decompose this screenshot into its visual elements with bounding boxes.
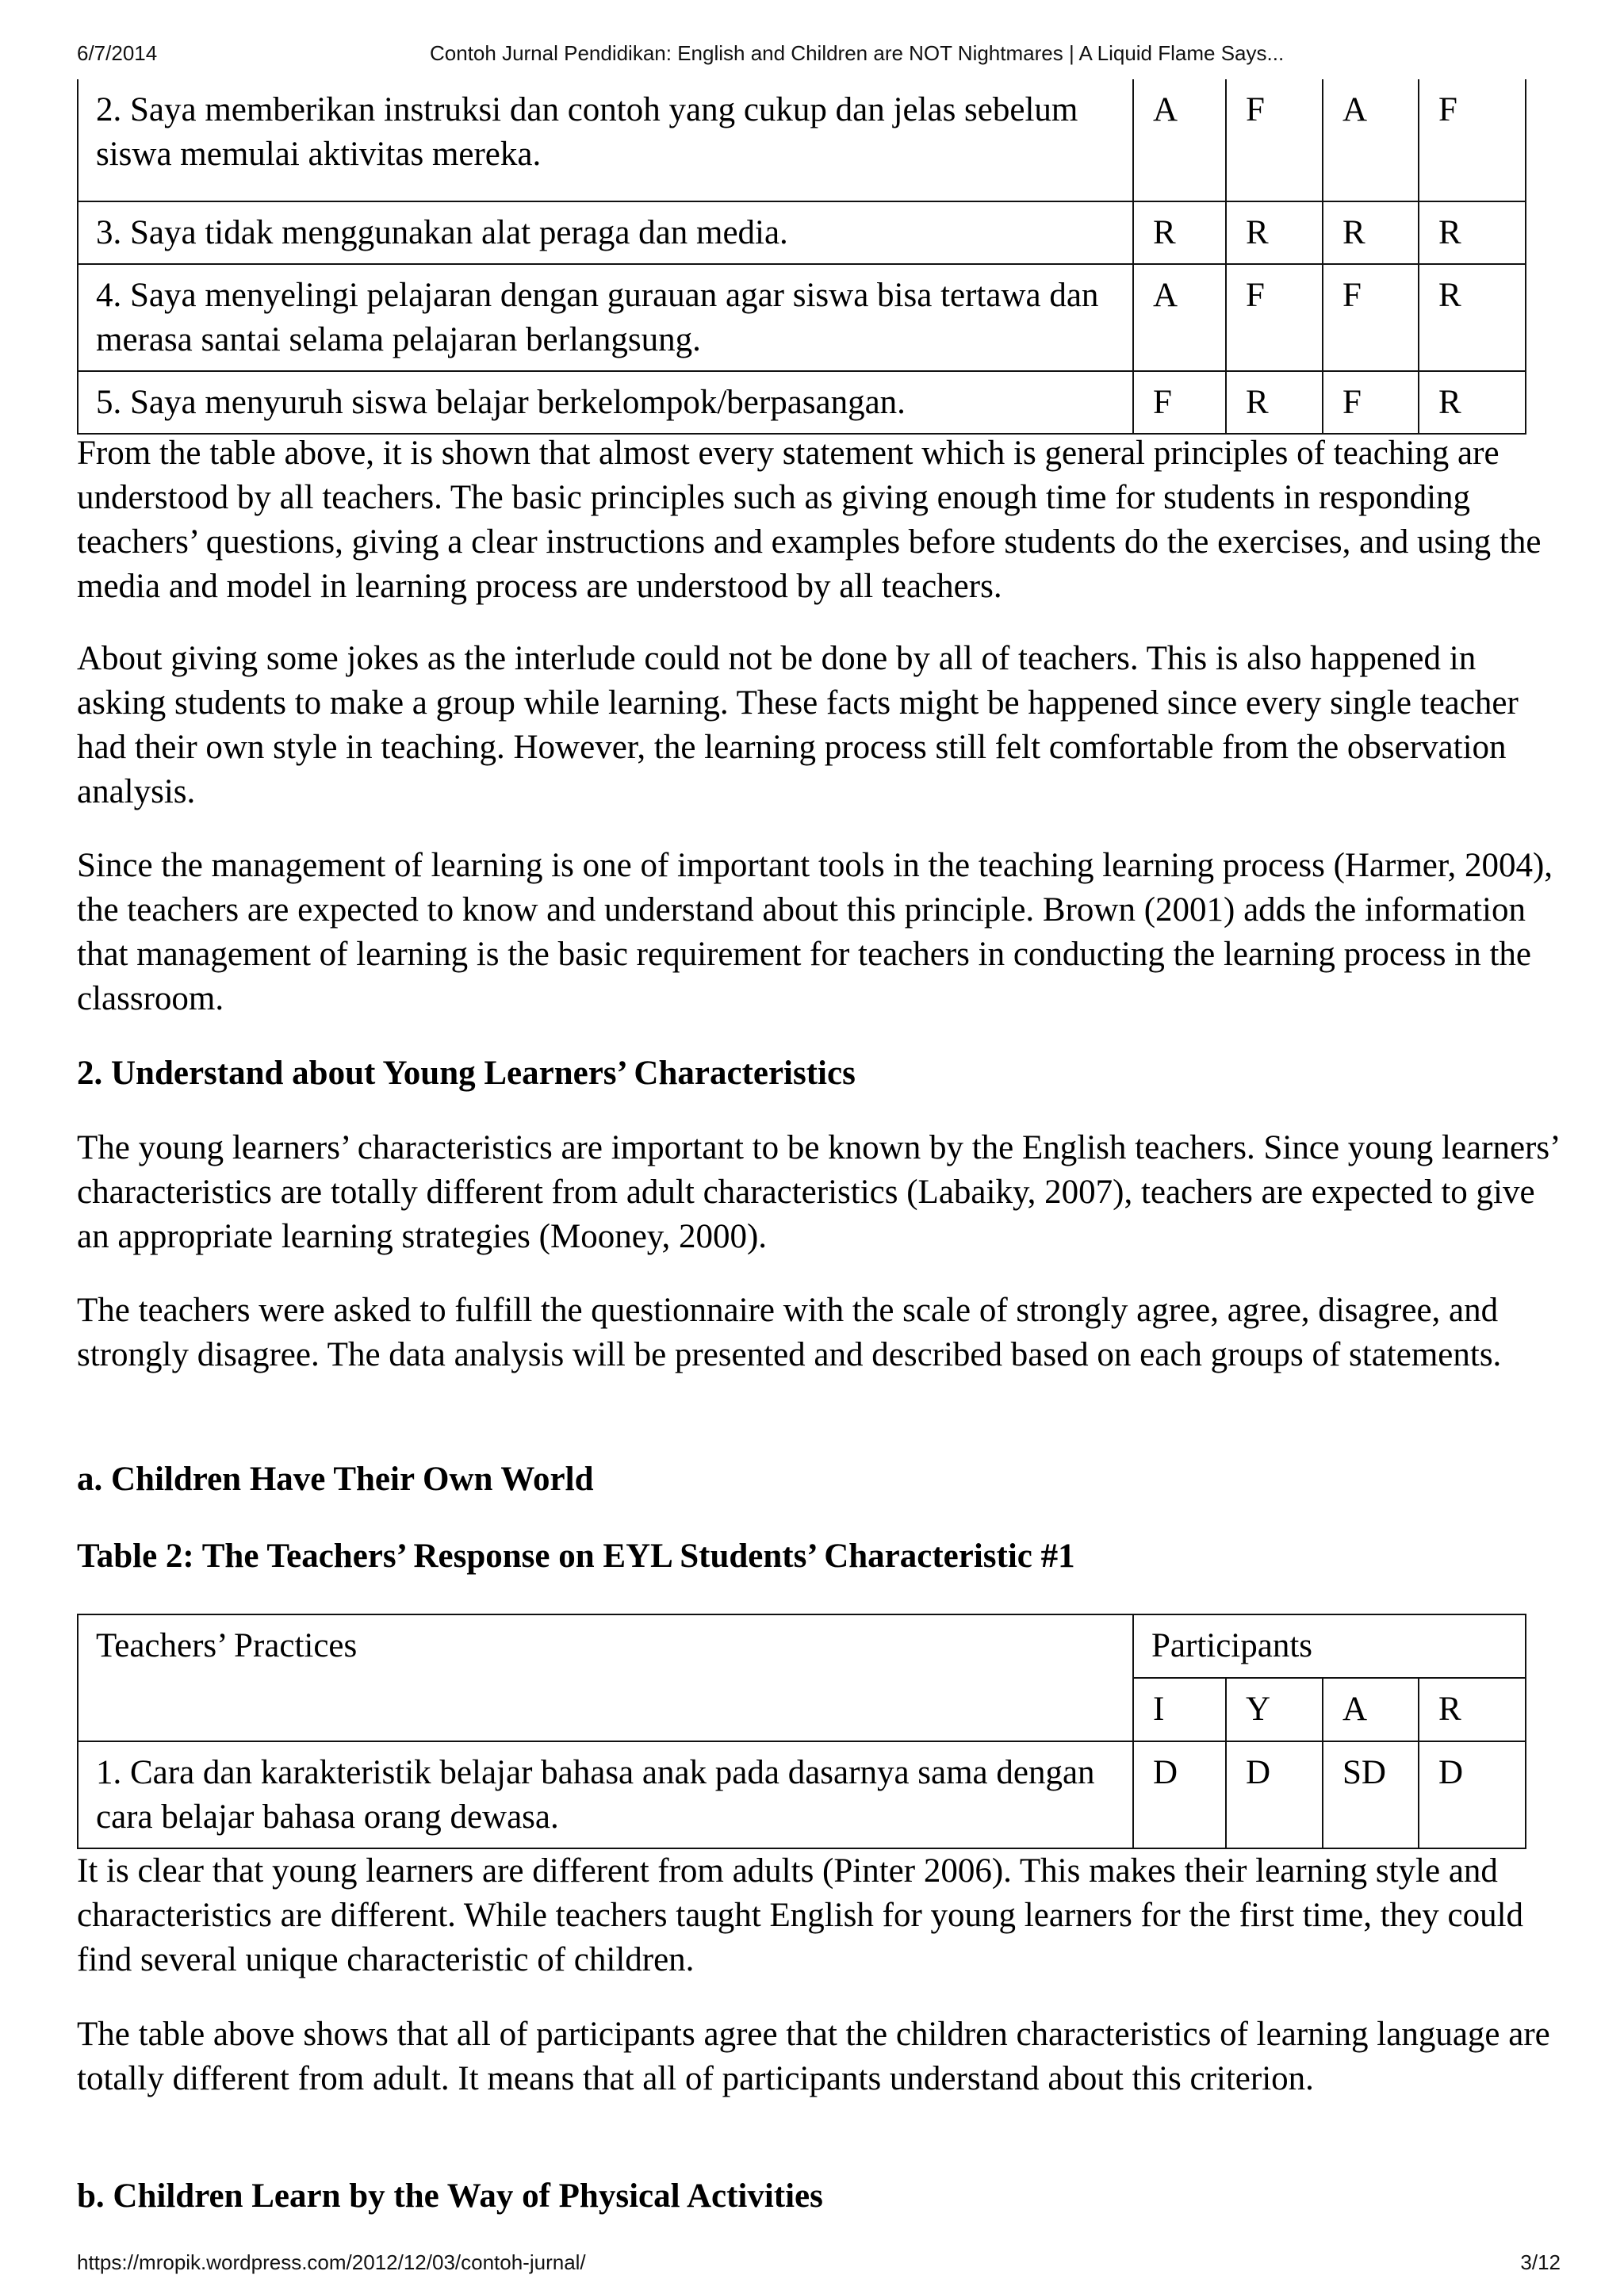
response-cell: F <box>1226 264 1323 371</box>
response-cell: A <box>1133 264 1226 371</box>
print-date: 6/7/2014 <box>77 41 158 65</box>
participant-code: R <box>1419 1678 1526 1741</box>
response-cell: R <box>1133 201 1226 264</box>
response-cell: A <box>1323 79 1419 201</box>
response-cell: F <box>1226 79 1323 201</box>
response-cell: F <box>1419 79 1526 201</box>
response-cell: F <box>1323 371 1419 434</box>
table-row <box>78 371 1526 434</box>
paragraph-5: The teachers were asked to fulfill the questionnaire with the scale of strongly agree, agree, disagree, and strongly disagree. The data analysis will be presented and described based on each groups of statements. <box>77 1292 1502 1373</box>
participant-code: I <box>1133 1678 1226 1741</box>
table1 <box>77 79 1526 435</box>
table-row <box>78 1741 1526 1848</box>
response-cell: R <box>1323 201 1419 264</box>
section-heading-2: 2. Understand about Young Learners’ Characteristics <box>77 1055 856 1092</box>
table-row <box>78 79 1526 201</box>
subheading-a: a. Children Have Their Own World <box>77 1461 594 1498</box>
response-cell: R <box>1419 371 1526 434</box>
response-cell: R <box>1419 201 1526 264</box>
table-header-row <box>78 1614 1526 1678</box>
table1-wrapper <box>77 79 1560 435</box>
participant-code: A <box>1323 1678 1419 1741</box>
response-cell: D <box>1133 1741 1226 1848</box>
statement-cell: 3. Saya tidak menggunakan alat peraga dan media. <box>78 201 1133 264</box>
response-cell: F <box>1133 371 1226 434</box>
response-cell: D <box>1419 1741 1526 1848</box>
participants-header: Participants <box>1133 1614 1526 1678</box>
response-cell: SD <box>1323 1741 1419 1848</box>
paragraph-1: From the table above, it is shown that almost every statement which is general principles of teaching are understood by all teachers. The basic principles such as giving enough time for students in responding teachers’ questions, giving a clear instructions and examples before students do the exercises, and using the media and model in learning process are understood by all teachers. <box>77 435 1542 605</box>
subheading-b: b. Children Learn by the Way of Physical Activities <box>77 2177 823 2215</box>
page-number: 3/12 <box>1520 2250 1561 2274</box>
practices-header: Teachers’ Practices <box>78 1614 1133 1741</box>
response-cell: A <box>1133 79 1226 201</box>
paragraph-6: It is clear that young learners are different from adults (Pinter 2006). This makes their learning style and characteristics are different. While teachers taught English for young learners for the first time, they could find several unique characteristic of children. <box>77 1852 1524 1978</box>
page-url: https://mropik.wordpress.com/2012/12/03/contoh-jurnal/ <box>77 2250 586 2274</box>
paragraph-3: Since the management of learning is one of important tools in the teaching learning process (Harmer, 2004), the teachers are expected to know and understand about this principle. Brown (2001) adds the information that management of learning is the basic requirement for teachers in conducting the learning process in the classroom. <box>77 847 1553 1017</box>
table-row <box>78 264 1526 371</box>
response-cell: F <box>1323 264 1419 371</box>
table-row <box>78 201 1526 264</box>
statement-cell: 4. Saya menyelingi pelajaran dengan gurauan agar siswa bisa tertawa dan merasa santai selama pelajaran berlangsung. <box>78 264 1133 371</box>
table2 <box>77 1614 1526 1849</box>
table2-caption: Table 2: The Teachers’ Response on EYL Students’ Characteristic #1 <box>77 1538 1075 1575</box>
response-cell: R <box>1226 371 1323 434</box>
paragraph-7: The table above shows that all of participants agree that the children characteristics of learning language are totally different from adult. It means that all of participants understand about this criterion. <box>77 2016 1550 2097</box>
statement-cell: 1. Cara dan karakteristik belajar bahasa anak pada dasarnya sama dengan cara belajar bahasa orang dewasa. <box>78 1741 1133 1848</box>
print-title: Contoh Jurnal Pendidikan: English and Children are NOT Nightmares | A Liquid Flame Says... <box>430 41 1285 65</box>
statement-cell: 2. Saya memberikan instruksi dan contoh yang cukup dan jelas sebelum siswa memulai aktivitas mereka. <box>78 79 1133 201</box>
response-cell: R <box>1419 264 1526 371</box>
statement-cell: 5. Saya menyuruh siswa belajar berkelompok/berpasangan. <box>78 371 1133 434</box>
paragraph-2: About giving some jokes as the interlude could not be done by all of teachers. This is also happened in asking students to make a group while learning. These facts might be happened since every single teacher had their own style in teaching. However, the learning process still felt comfortable from the observation analysis. <box>77 640 1519 810</box>
paragraph-4: The young learners’ characteristics are important to be known by the English teachers. Since young learners’ characteristics are totally different from adult characteristics (Labaiky, 2007), teachers are expected to give an appropriate learning strategies (Mooney, 2000). <box>77 1129 1559 1255</box>
table2-wrapper <box>77 1614 1560 1849</box>
response-cell: D <box>1226 1741 1323 1848</box>
response-cell: R <box>1226 201 1323 264</box>
participant-code: Y <box>1226 1678 1323 1741</box>
